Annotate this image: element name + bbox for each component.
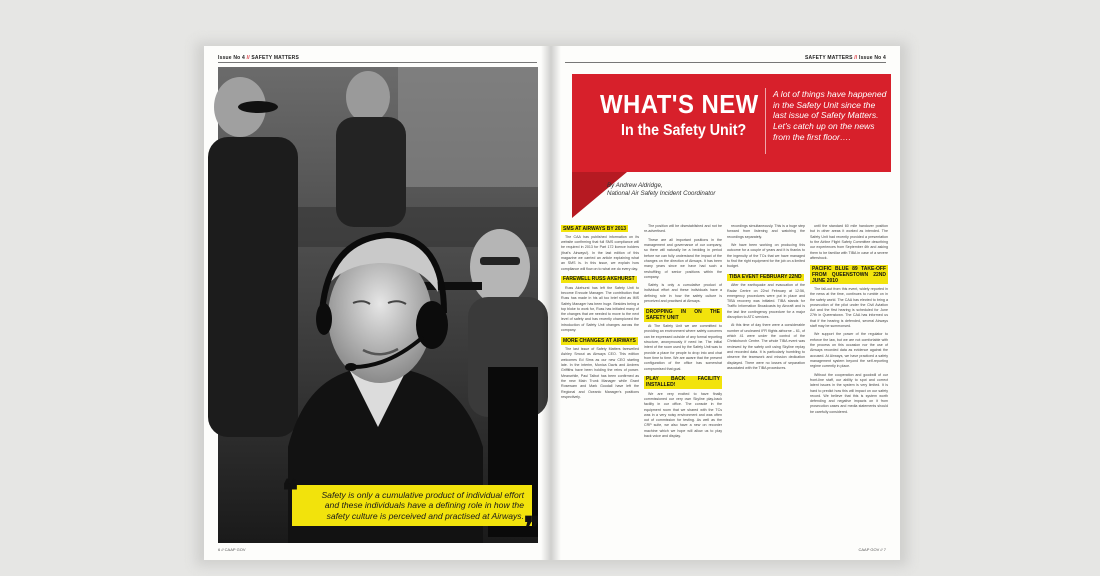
left-page-footer: 6 // CAAP GOV [218, 547, 246, 552]
article-column-3 [727, 224, 805, 374]
header-rule [218, 62, 537, 63]
body-paragraph: Safety is only a cumulative product of individual effort and these individuals have a defining role in how the safety culture is perceived and practised at Airways. [644, 283, 722, 304]
title-banner [572, 74, 891, 172]
photo-illustration [218, 67, 540, 546]
body-paragraph: Without the cooperation and goodwill of our front-line staff, our ability to spot and correct latent issues in the system is very limited. It is hard to predict how this will impact on our safety record. We believe that this is system worth defending and negative impacts on it from prosecution cases and media statements should be carefully considered. [810, 372, 888, 414]
close-quote-icon: ❞ [523, 510, 540, 546]
body-paragraph: At The Safety Unit we are committed to providing an environment where safety concerns can be expressed outside of any formal reporting structure, anonymously if need be. The initial intent of the room used by the Safety Unit was to provide a place for people to drop into and chat from time to time. We are aware that the present configuration of the office has somewhat compromised that goal. [644, 324, 722, 371]
article-intro: A lot of things have happened in the Safety Unit since the last issue of Safety Matters. Let's catch up on the news from the first floor…. [773, 89, 887, 142]
header-separator: // [246, 55, 250, 61]
left-page-header [218, 55, 299, 61]
pull-quote [282, 474, 540, 546]
byline-role: National Air Safety Incident Coordinator [607, 190, 716, 198]
cover-photo [218, 67, 540, 546]
body-paragraph: The CAA has published information on its website confirming that full SMS compliance will be required in 2013 for Part 172 licence holders (that's Airways!). In the last edition of this magazine we carried an article explaining what an SMS is. In this issue, we explain how compliance will flow on to what we do every day. [561, 234, 639, 271]
byline-author: By Andrew Aldridge, [607, 182, 663, 189]
body-paragraph: We support the power of the regulator to enforce the law, but we are not comfortable with the process on this occasion nor the use of Airways recorded data as evidence against the accused. At Airways, we have practiced a safety management system beyond the self-reporting regime currently in place. [810, 332, 888, 369]
article-subtitle: In the Safety Unit? [621, 122, 747, 139]
section-heading: MORE CHANGES AT AIRWAYS [563, 337, 636, 344]
right-page-footer: CAAP GOV // 7 [858, 547, 886, 552]
section-heading: TIBA EVENT FEBRUARY 22ND [729, 274, 802, 281]
open-quote-icon: ❝ [282, 474, 299, 509]
magazine-title: SAFETY MATTERS [251, 55, 300, 61]
body-paragraph: We have been working on producing this outcome for a couple of years and it is thanks to the ingenuity of the TCs that we have managed to find the right equipment for the job on a limited budget. [727, 242, 805, 269]
issue-number: Issue No 4 [858, 55, 886, 61]
header-rule [565, 62, 886, 63]
header-separator: // [854, 55, 858, 61]
issue-number: Issue No 4 [218, 55, 246, 61]
body-paragraph: The position will be disestablished and not be re-advertised. [644, 224, 722, 234]
body-paragraph: We are very excited to have finally commissioned our very own Skyline play-back facility in our office. The console in the equipment room that we shared with the TCs was in a very noisy environment and was often out of commission for testing. As well as the CRP suite, we also have a new on recorder machine which we hope will allow us to play back voice and display. [644, 391, 722, 439]
banner-divider [765, 88, 766, 154]
body-paragraph: These are all important positions in the management and governance of our company, so there will naturally be a bedding in period before we can fully understand the impact of the changes on the direction of Airways. It has been many years since we have had such a reshuffling of senior positions within the company. [644, 237, 722, 279]
article-column-1 [561, 224, 639, 403]
section-heading: PLAY BACK FACILITY INSTALLED! [646, 376, 720, 389]
pull-quote-text: Safety is only a cumulative product of individual effort and these individuals have a defining role in how the safety culture is perceived and practised at Airways. [321, 490, 524, 521]
section-heading: DROPPING IN ON THE SAFETY UNIT [646, 308, 720, 321]
body-paragraph: The last issue of Safety Matters farewelled Ashley Smout as Airways CEO. This edition welcomes Ed Sims as our new CEO starting late. In the interim, Monica Davis and Andrew Griffiths have been holding the reins of power. Meanwhile, Paul Talbot has been confirmed as the new Main Trunk Manager while Grant Rosewarn and Mark Goodall have left the Regional and Oceanic Manager's positions respectively. [561, 347, 639, 399]
left-page [204, 46, 551, 560]
right-page [551, 46, 900, 560]
byline [607, 182, 715, 199]
body-paragraph: At this time of day there were a considerable number of uncleared IFR flights airborne – 61, of which 41 were under the control of the Christchurch Centre. The whole TIBA event was reviewed by the safety unit using Skyline replay and recorded data. It is particularly humbling to observe the teamwork and mission dedication displayed. There were no losses of separation associated with the TIBA procedures. [727, 323, 805, 370]
section-heading: FAREWELL RUSS AKEHURST [563, 276, 635, 283]
body-paragraph: Russ Akehurst has left the Safety Unit to become Enroute Manager. The contribution that Russ has made in his all too brief stint as IMS Safety Manager has been huge. Besides being a top bloke to work for, Russ has initiated many of the changes that we needed to move to the next level of safety and has recently championed the introduction of Safety Unit changes across the company. [561, 285, 639, 333]
article-column-2 [644, 224, 722, 442]
body-paragraph: recordings simultaneously. This is a huge step forward from listening and watching the recordings separately. [727, 224, 805, 239]
body-paragraph: After the earthquake and evacuation of the Radar Centre on 22nd February at 12:56, emergency procedures were put in place and TIBA recovery was initiated. TIBA stands for Traffic Information Broadcasts by Aircraft and is the last line contingency procedure for a major disruption to ATC services. [727, 283, 805, 320]
right-page-header [805, 55, 886, 61]
body-paragraph: until the standard 60 mile handover position but in other areas it worked as intended. The Safety Unit had recently provided a presentation to the Airline Flight Safety Committee describing our experiences from September 4th and asking them to be familiar with TIBA in case of a severe aftershock. [810, 224, 888, 260]
article-column-4 [810, 224, 888, 418]
article-title: WHAT'S NEW [600, 89, 759, 119]
section-heading: PACIFIC BLUE 89 TAKE-OFF FROM QUEENSTOWN 22ND JUNE 2010 [812, 265, 886, 284]
body-paragraph: The fall-out from this event, widely reported in the news at the time, continues to rumble on in the safety world. The CAA has elected to bring a prosecution of the pilot under the Civil Aviation Act and the first hearing is scheduled for June 27th in Queenstown. The CAA has informed us that if the hearing is defended, several Airways staff may be summonsed. [810, 286, 888, 329]
spine-shadow [541, 46, 561, 560]
section-heading: SMS AT AIRWAYS BY 2013 [563, 225, 627, 232]
magazine-title: SAFETY MATTERS [804, 55, 853, 61]
